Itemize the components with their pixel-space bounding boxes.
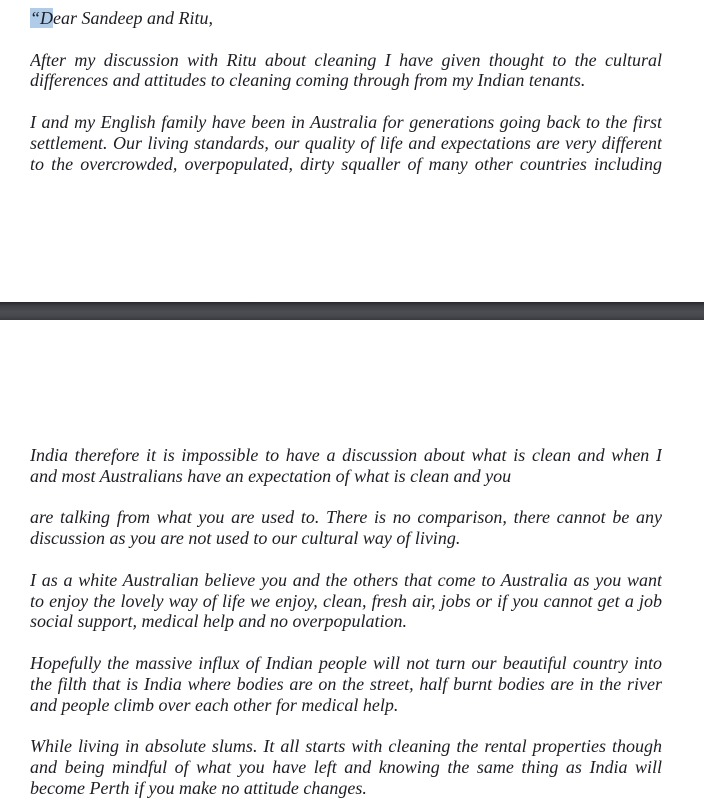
- text-line: [30, 528, 662, 549]
- text-line: [30, 611, 662, 632]
- text-line: [30, 50, 662, 71]
- text-line: [30, 674, 662, 695]
- document-page-1: [0, 0, 704, 302]
- text-line: [30, 70, 662, 91]
- text-run: discussion as you are not used to our cultural way of living.: [30, 528, 461, 549]
- text-line: [30, 112, 662, 133]
- text-line: [30, 695, 662, 716]
- text-line: [30, 133, 662, 154]
- text-run: to the overcrowded, overpopulated, dirty squaller of many other countries including: [30, 153, 662, 174]
- text-run: ear Sandeep and Ritu,: [53, 8, 213, 28]
- paragraph: [30, 50, 662, 92]
- text-line: [30, 466, 662, 487]
- text-run: India therefore it is impossible to have a discussion about what is clean and when I: [30, 445, 662, 465]
- text-line: [30, 736, 662, 757]
- text-run: After my discussion with Ritu about cleaning I have given thought to the cultural: [30, 49, 662, 70]
- text-line: [30, 8, 662, 29]
- selected-text: “D: [30, 8, 54, 28]
- text-run: to enjoy the lovely way of life we enjoy, clean, fresh air, jobs or if you cannot get a job: [30, 590, 662, 611]
- paragraph: [30, 112, 662, 174]
- text-run: settlement. Our living standards, our quality of life and expectations are very different: [30, 132, 662, 153]
- text-run: differences and attitudes to cleaning coming through from my Indian tenants.: [30, 70, 586, 91]
- text-line: [30, 507, 662, 528]
- paragraph: [30, 653, 662, 715]
- paragraph: [30, 507, 662, 549]
- page-1-text-block[interactable]: [30, 8, 662, 174]
- text-line: [30, 154, 662, 175]
- text-run: I and my English family have been in Australia for generations going back to the first: [30, 111, 662, 132]
- page-2-text-block[interactable]: [30, 445, 662, 799]
- text-run: and being mindful of what you have left and knowing the same thing as India will: [30, 756, 662, 777]
- text-run: the filth that is India where bodies are on the street, half burnt bodies are in the river: [30, 673, 662, 694]
- text-run: become Perth if you make no attitude changes.: [30, 777, 367, 798]
- text-line: [30, 445, 662, 466]
- text-line: [30, 778, 662, 799]
- paragraph: [30, 8, 662, 29]
- document-page-2: [0, 320, 704, 801]
- text-line: [30, 591, 662, 612]
- text-run: While living in absolute slums. It all starts with cleaning the rental properties though: [30, 736, 662, 757]
- text-line: [30, 757, 662, 778]
- text-line: [30, 570, 662, 591]
- text-run: and most Australians have an expectation of what is clean and you: [30, 465, 512, 486]
- text-run: social support, medical help and no overpopulation.: [30, 611, 407, 632]
- text-run: and people climb over each other for medical help.: [30, 694, 399, 715]
- paragraph: [30, 445, 662, 487]
- text-run: I as a white Australian believe you and the others that come to Australia as you want: [30, 569, 662, 590]
- text-run: are talking from what you are used to. There is no comparison, there cannot be any: [30, 507, 662, 528]
- text-run: Hopefully the massive influx of Indian people will not turn our beautiful country into: [30, 652, 662, 673]
- page-separator-bar: [0, 302, 704, 320]
- text-line: [30, 653, 662, 674]
- paragraph: [30, 736, 662, 798]
- paragraph: [30, 570, 662, 632]
